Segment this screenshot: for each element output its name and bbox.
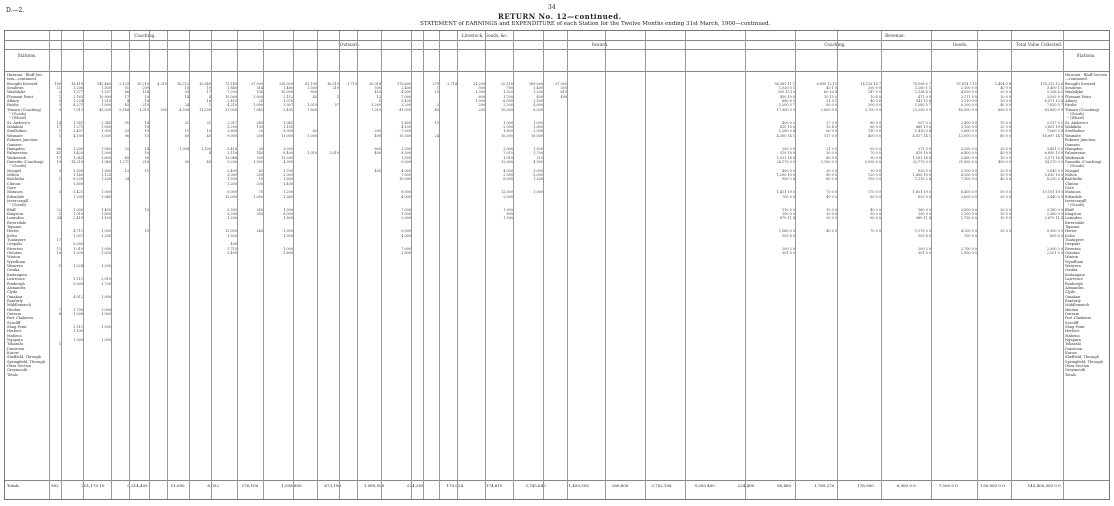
revenue-coaching-heading: Coaching. [824,42,846,47]
data-column: 1,404 0 8 40 0 0 20 0 0 10 0 0 20 0 0 40 0 0 600 0 0 10 0 0 20 0 0 30 0 0 80 0 0 20 0 0 40 0 0 10 0 0 400 0 0 20 0 0 30 0 0 40 0 0 50 0 0 20 0 0 20 0 0 10 0 0 10 0 0 30 0 0 [994,81,1011,234]
column-rule [189,31,190,499]
total-value: 176,900 [857,483,874,488]
page-reference: D.—2. [6,7,25,14]
data-column: 8,890 12 11 40 1 0 60 10 4 10 15 0 21 5 1 80 0 0 1,600 0 0 27 0 0 15 4 0 60 0 0 117 0 0 21 0 0 30 0 0 60 0 0 1,100 0 0 30 0 0 80 0 0 60 0 0 70 0 0 40 0 0 10 0 0 20 0 0 30 0 0 40 0 0 [816,81,837,234]
total-value: 224,400 [737,483,755,488]
stations-heading-right: Stations. [1076,53,1096,58]
statement-subtitle: STATEMENT of EARNINGS and EXPENDITURE of each Station for the Twelve Months ending 31st March, 1900—continued. [420,21,771,27]
total-value: 3,752,106 [651,483,672,488]
data-column: 20,116 700 1,520 1,700 6,000 2,200 10,000 1,000 2,000 1,600 10,000 2,000 7,010 1,010 12,000 4,000 2,000 6,000 12,000 2,000 1,900 800 1,500 [501,81,513,221]
column-rule [439,31,440,499]
data-column: 18,419 1,206 1,377 1,163 1,224 4,271 7,013 1,561 1,271 2,407 4,100 1,200 1,420 1,042 18,216 1,500 1,140 6,200 1,800 5,421 1,200 1,000 1,010 2,419 4,711 1,007 5,000 1,010 1,200 1,024 1,111 5,000 4,012 1,700 1,008 2,511 1,100 1,900 [71,81,83,342]
data-column: 170,600 2,400 4,000 7,000 9,400 3,200 41,000 1,800 4,100 7,000 10,500 1,500 8,500 1,500 9,500 4,000 7,000 10,000 6,000 4,000 7,000 3,000 2,000 5,000 4,000 7,000 2,800 [396,81,411,256]
total-value: 524,269 [407,483,424,488]
data-column: 24,200 500 1,300 600 1,000 200 200 [473,81,485,112]
total-value: 9,314,409 [127,483,148,488]
total-value: 9,350 400 [694,483,715,488]
data-column: 27,009 314 100 3,000 20 1,000 7,040 240 100 20 200 30 140 200 1,500 40 200 10 200 70 1,000 240 300 240 [251,81,263,234]
total-value: 130,000 0 0 [980,483,1005,488]
column-rule [745,31,746,499]
data-column: 16,510 210 1 57 2,010 [327,81,339,156]
column-rule [49,31,50,499]
column-rule [61,31,62,499]
total-value: 7,500 0 0 [938,483,958,488]
column-rule [513,31,514,499]
data-column: 4,210 200 [157,81,167,112]
header-rule [5,71,1109,72]
header-rule [5,40,1109,41]
total-value: 982 [51,483,59,488]
data-column: 16,212 10 39 14 24 4,500 21 11 80 1,004 30 [177,81,189,164]
total-value: 1,089,500 [363,483,385,488]
column-rule [881,31,882,499]
data-column: 27,000 550 610 490 [555,81,567,99]
column-rule [211,31,212,499]
station-list-right: Hurunui - Bluff Section —continued. Brought forward Seadown Washdyke Pleasant Point Albury Fairlie Timaru (Coaching) " (Goods) " (Wharf) St. Andrew's Makikihi Studholme Waimate Pukeuri Junction Oamaru Hampden Palmerston Waikouaiti Dunedin (Coaching) " (Goods) Mosgiel Milton Balclutha Clinton Gore Mataura Edendale Invercargill " (Goods) Bluff Kingston Lumsden Riversdale Tapanui Heriot Kelso Tuatapere Orepuki Riverton Otautau Winton Wyndham Waiwera Owaka Kaitangata Lawrence Roxburgh Alexandra Clyde Omakau Ranfurly Middlemarch Hindon Outram Port Chalmers Seacliff Shag Point Herbert Maheno Ngapara Tokarahi Duntroon Kurow Sheffield, Through Springfield, Through Otira Section Greymouth Totals. [1065,73,1108,377]
column-rule [293,31,294,499]
total-value: 176,100 [241,483,259,488]
column-rule [381,31,382,499]
data-column: 14,126 18 7 200 0 0 147 0 0 10 4 0 40 0 0 300 0 0 3,700 0 0 80 0 0 60 0 0 110 0 0 400 0 0 50 0 0 70 0 0 90 0 0 5,500 0 0 90 0 0 120 0 0 150 0 0 170 0 0 80 0 0 40 0 0 30 0 0 60 0 0 70 0 0 [860,81,881,234]
totals-label: Totals [7,483,20,488]
data-column: 180 11 2 1 5 3 9 14 17 1 1 66 41 17 19 5 1 3 22 1 34 17 11 18 1 7 6 1 [54,81,61,347]
coaching-heading: Coaching. [134,33,156,38]
stations-heading: Stations. [17,53,37,58]
data-column: 1,710 [347,81,357,86]
column-rule [931,31,932,499]
data-column: 20,018 500 410 12 5 1,200 7,010 200 400 600 400 400 [369,81,381,173]
total-value: 51,000 [170,483,185,488]
totals-row [51,483,1061,488]
data-column: 10,210 209 114 10 18 210 1,015 18 10 10 15 14 10 50 210 11 15 15 [137,81,149,234]
page-number: 34 [548,4,556,11]
station-list-left: Hurunui - Bluff Sec- tion—continued. Brought forward Seadown Washdyke Pleasant Point Albury Fairlie Timaru (Coaching) " (Goods) " (Wharf) St. Andrew's Makikihi Studholme Waimate Pukeuri Junction Oamaru Hampden Palmerston Waikouaiti Dunedin (Coaching) " (Goods) Mosgiel Milton Balclutha Clinton Gore Mataura Edendale Invercargill " (Goods) Bluff Kingston Lumsden Riversdale Tapanui Heriot Kelso Tuatapere Orepuki Riverton Otautau Winton Wyndham Waiwera Owaka Kaitangata Lawrence Roxburgh Alexandra Clyde Omakau Ranfurly Middlemarch Hindon Outram Port Chalmers Seacliff Shag Point Herbert Maheno Ngapara Tokarahi Duntroon Kurow Sheffield, Through Springfield, Through Otira Section Greymouth Totals [7,73,46,377]
column-rule [129,31,130,499]
column-rule [149,31,150,499]
total-value: 260,600 [611,483,629,488]
data-column [411,73,423,373]
column-rule [83,31,84,499]
total-value: 1,765,270 [813,483,835,488]
data-column: 2,120 51 86 17 4 45 5,146 31 20 96 32 40 1,271 12 24 [119,81,129,182]
column-rule [837,31,838,499]
column-rule [567,31,568,499]
column-rule [645,31,646,499]
data-column: 10,049 19 17 4 16 1 11,530 21 10 40 3,100 4 40 [199,81,211,164]
inward-heading: Inward. [591,42,609,47]
column-rule [1011,31,1012,499]
data-column: 130,020 1,460 10,000 2,112 1,070 3,007 2,401 1,041 1,100 8,000 11,000 3,050 8,400 12,500 4,300 1,700 2,000 1,800 1,400 1,200 1,240 1,000 6,000 1,800 1,000 1,300 1,000 3,800 [278,81,293,256]
total-value: 1,508,800 [281,483,302,488]
column-rule [237,31,238,499]
return-title: RETURN No. 12—continued. [498,12,622,21]
column-rule [457,31,458,499]
header-rule [5,49,1109,50]
data-column: 73,149 1,840 7,200 15,000 2,410 4,210 21,000 2,017 3,200 2,600 9,000 3,416 2,116 12,048 9,200 2,400 3,000 1,500 1,200 6,000 12,000 5,500 3,200 1,200 12,000 1,500 400 1,710 2,400 [225,81,237,256]
data-column: 97,614 7 11 2,100 0 0 4,050 0 0 3,111 0 0 3,110 0 0 6,200 0 0 40,000 0 0 2,400 0 0 3,100 0 0 5,600 0 0 12,000 0 0 3,200 0 0 6,400 0 0 2,400 0 0 21,000 0 0 3,100 0 0 4,200 0 0 7,100 0 0 8,400 0 0 2,600 0 0 3,000 0 0 2,100 0 0 1,700 0 0 4,100 0 0 700 0 0 2,700 0 0 1,900 0 0 [956,81,977,256]
data-column: 2,714 [447,81,457,86]
total-value-heading: Total Value Collected. [1015,42,1063,47]
total-value: 8,052 [207,483,219,488]
column-rule [605,31,606,499]
data-column: 56,581 11 1 1,020 0 1 930 15 10 450 10 0 880 8 3 1,200 5 7 17,900 0 9 400 0 2 410 15 6 1,260 0 4 4,300 14 1 200 3 0 310 19 8 1,011 16 4 26,170 0 0 400 0 0 1,200 10 0 900 2 4 1,411 19 0 700 0 0 110 0 0 200 0 0 870 11 4 1,060 0 0 105 6 0 200 2 0 301 0 0 [774,81,795,256]
column-rule [685,31,686,499]
total-value: 3,745,640 [525,483,546,488]
column-rule [485,31,486,499]
data-column: 145,460 1,500 1,207 10,900 1,210 1,000 45,000 2,340 1,000 1,900 1,030 1,060 1,900 1,600 1,940 1,560 1,120 1,200 1,000 1,040 1,400 1,800 1,100 1,900 1,200 1,000 1,030 1,200 2,010 1,700 1,900 1,000 1,900 1,500 1,000 [96,81,111,342]
data-column: 61,100 1,500 800 45 1,010 7,800 40 1,000 1,010 [305,81,317,156]
column-rule [111,31,112,499]
total-value: 174,810 [485,483,503,488]
total-value: 6,900 0 0 [896,483,916,488]
column-rule [795,31,796,499]
earnings-table [4,30,1110,500]
total-value: 170,024 [446,483,464,488]
total-value: 1,450,500 [568,483,589,488]
column-rule [357,31,358,499]
column-rule [977,31,978,499]
data-column: 279 1 10 2 45 19 24 [432,81,439,138]
revenue-goods-heading: Goods. [952,42,968,47]
column-rule [1063,31,1064,499]
data-column: 169,000 1,400 1,200 400 2,500 4,000 8,000 1,000 1,800 2,500 19,000 1,500 3,700 210 4,500 1,000 5,000 1,200 3,000 [528,81,543,195]
column-rule [167,31,168,499]
revenue-heading: Revenue. [885,33,905,38]
column-rule [263,31,264,499]
column-rule [423,31,424,499]
totals-rule [5,480,1109,481]
column-rule [339,31,340,499]
livestock-goods-heading: Livestock, Goods, &c. [461,33,509,38]
total-value: 673,100 [324,483,341,488]
outward-heading: Outward. [340,42,360,47]
column-rule [411,31,412,499]
total-value: 201,170 10 [81,483,105,488]
data-column: 78,598 5 7 1,260 1 1 1,138 6 2 471 9 0 941 13 4 1,580 5 7 23,200 0 9 507 0 2 485 19 6 1,430 0 4 4,817 14 1 271 3 0 410 19 8 1,161 16 4 32,770 0 0 520 0 0 1,400 10 0 1,110 2 4 1,651 19 0 820 0 0 160 0 0 250 0 0 960 11 4 1,170 0 0 105 6 0 200 2 0 301 0 0 [912,81,931,256]
total-value: 145,400,000 0 0 [1027,483,1061,488]
column-rule [543,31,544,499]
total-value: 85,489 [777,483,792,488]
data-column: 176,212 13 6 3,400 1 1 5,208 6 2 3,592 9 0 4,071 13 4 7,820 5 7 63,800 0 9 2,917 0 2 3,605 19 6 7,060 0 4 16,897 14 1 3,491 3 0 6,850 19 8 3,571 16 4 54,170 0 0 3,640 0 0 5,630 10 0 8,250 2 4 10,101 19 0 3,440 0 0 3,180 0 0 2,360 0 0 2,670 11 4 5,300 0 0 805 6 0 2,900 2 0 2,201 0 0 [1040,81,1063,256]
column-rule [317,31,318,499]
